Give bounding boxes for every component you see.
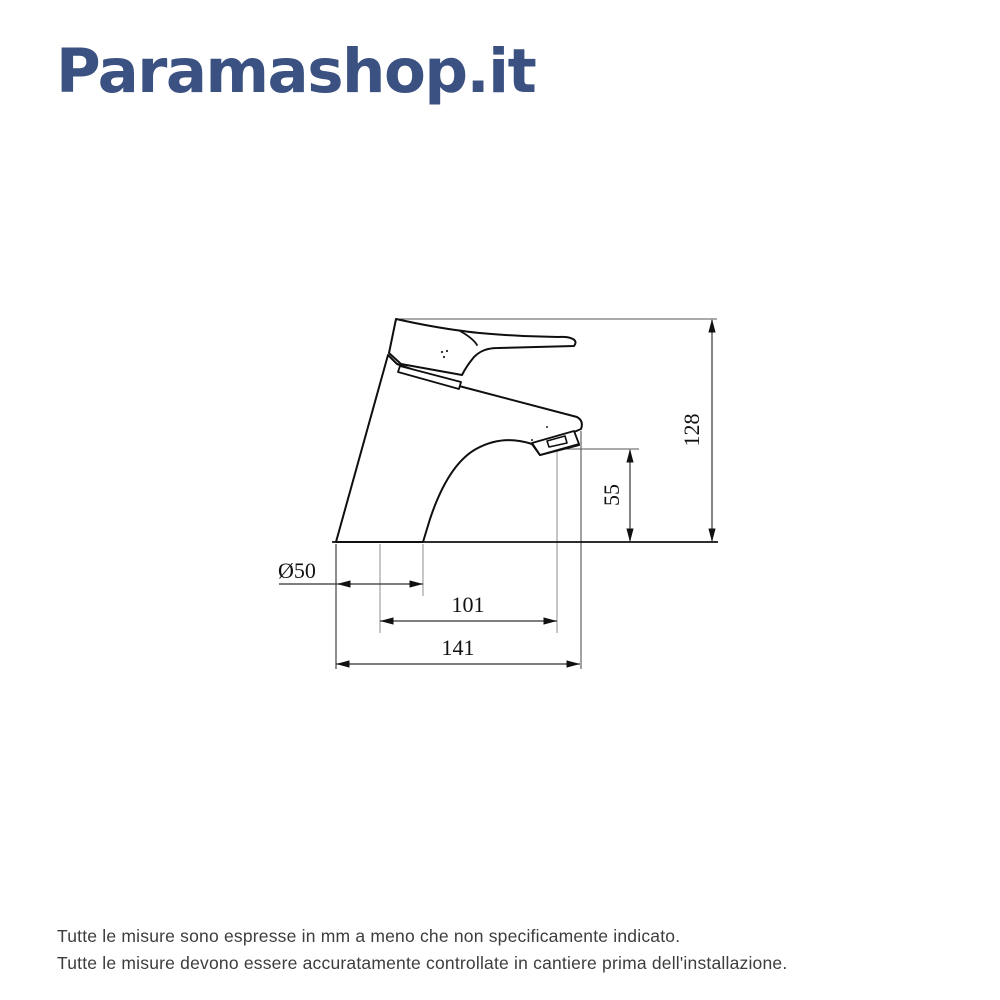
arrow-right-icon	[544, 617, 558, 624]
faucet-outline	[336, 319, 582, 542]
detail-dot	[446, 350, 448, 352]
footer-note-line1: Tutte le misure sono espresse in mm a meno che non specificamente indicato.	[57, 926, 681, 946]
logo-text: Paramashop.it	[56, 36, 536, 107]
label-base-diameter: Ø50	[278, 558, 316, 583]
label-overall-depth: 141	[441, 635, 475, 660]
faucet-handle	[389, 319, 576, 375]
footer-note-line2: Tutte le misure devono essere accuratamente controllate in cantiere prima dell'installazione.	[57, 953, 788, 973]
dimension-lines	[279, 320, 712, 664]
arrow-up-icon	[626, 449, 633, 463]
detail-dot	[546, 426, 548, 428]
arrow-down-icon	[626, 529, 633, 543]
arrow-left-icon	[337, 580, 351, 587]
detail-dot	[443, 356, 445, 358]
arrow-left-icon	[336, 660, 350, 667]
arrow-right-icon	[567, 660, 581, 667]
arrow-up-icon	[708, 319, 715, 333]
arrow-left-icon	[380, 617, 394, 624]
label-spout-reach: 101	[451, 592, 485, 617]
label-spout-height: 55	[599, 484, 624, 506]
arrow-right-icon	[410, 580, 424, 587]
detail-dot	[441, 351, 443, 353]
detail-dot	[531, 439, 533, 441]
arrow-down-icon	[708, 529, 715, 543]
label-total-height: 128	[679, 413, 704, 447]
footer-notes	[57, 923, 787, 977]
